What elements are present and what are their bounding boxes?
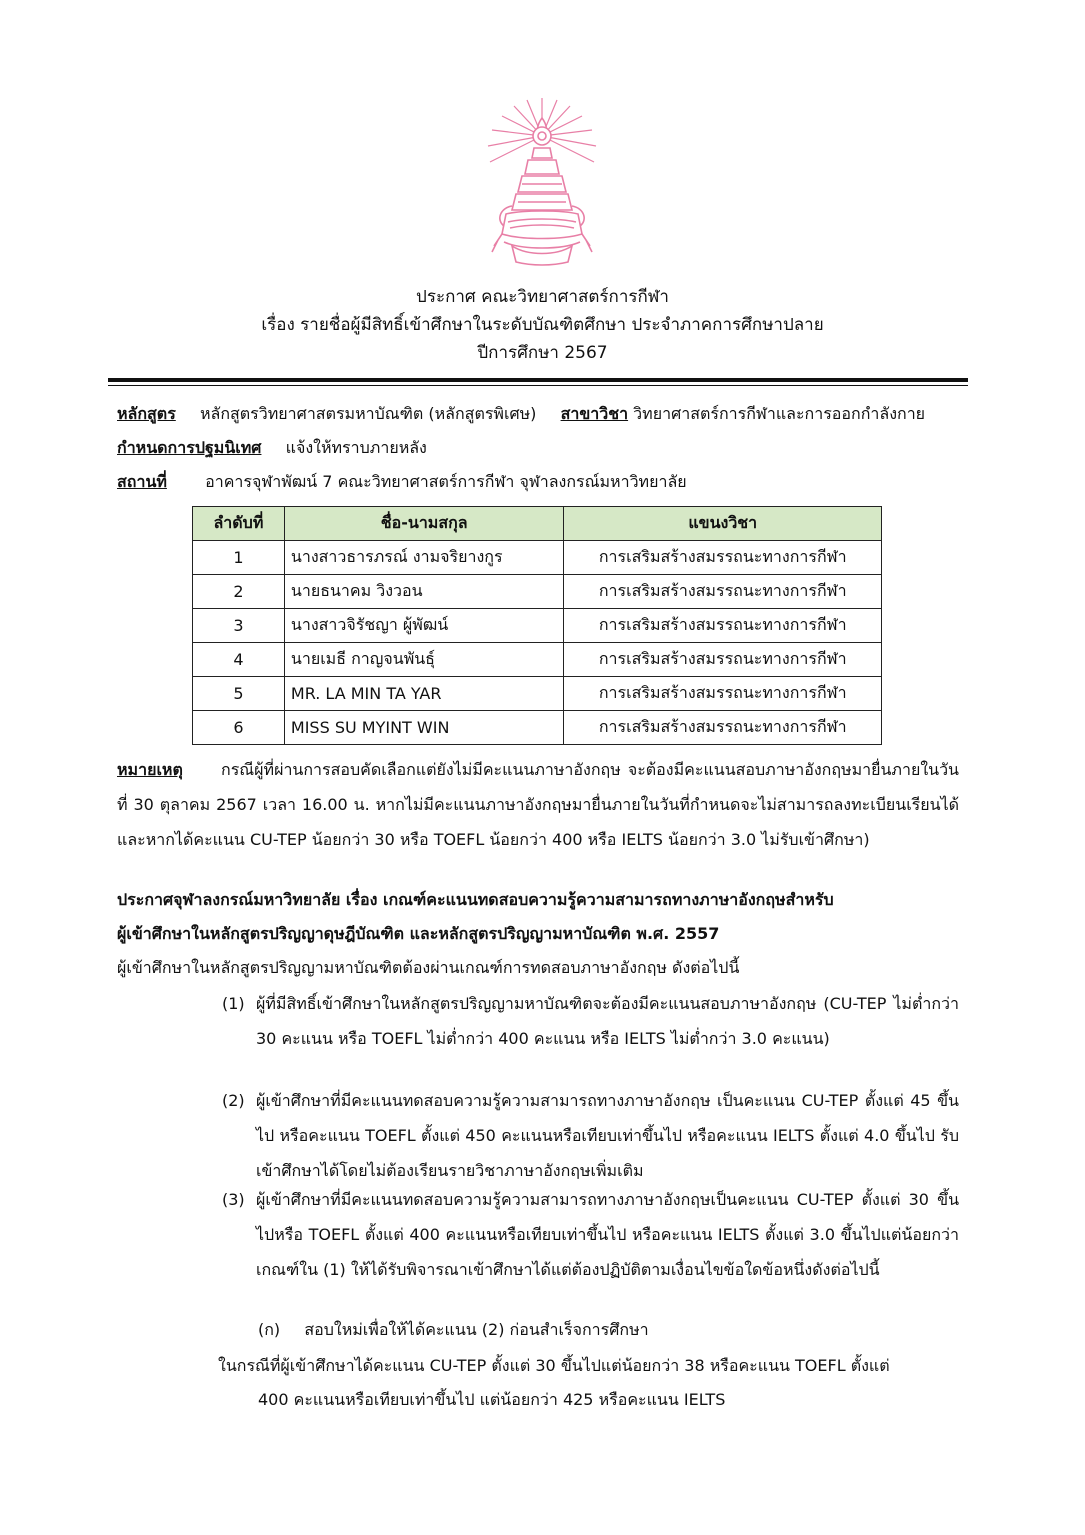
row-major: การเสริมสร้างสมรรถนะทางการกีฬา (564, 643, 882, 677)
row-order: 4 (193, 643, 285, 677)
remark-label: หมายเหตุ (117, 760, 183, 779)
row-name: MR. LA MIN TA YAR (284, 677, 564, 711)
column-header-order: ลำดับที่ (193, 507, 285, 541)
row-order: 5 (193, 677, 285, 711)
header-divider-thick (108, 378, 968, 382)
item-number: (2) (222, 1091, 245, 1110)
orientation-value: แจ้งให้ทราบภายหลัง (285, 438, 427, 457)
remark-paragraph (117, 752, 959, 857)
row-name: นายธนาคม วิงวอน (284, 575, 564, 609)
criteria-item-2 (222, 1083, 959, 1189)
item-text: ผู้ที่มีสิทธิ์เข้าศึกษาในหลักสูตรปริญญามหาบัณฑิตจะต้องมีคะแนนสอบภาษาอังกฤษ (CU-TEP ไม่ต่ำกว่า 30 คะแนน หรือ TOEFL ไม่ต่ำกว่า 400 คะแนน หรือ IELTS ไม่ต่ำกว่า 3.0 คะแนน) (256, 994, 959, 1048)
row-name: นางสาวจิรัชญา ผู้พัฒน์ (284, 609, 564, 643)
table-row (193, 711, 882, 745)
table-row (193, 609, 882, 643)
item-text: ผู้เข้าศึกษาที่มีคะแนนทดสอบความรู้ความสามารถทางภาษาอังกฤษ เป็นคะแนน CU-TEP ตั้งแต่ 45 ขึ้นไป หรือคะแนน TOEFL ตั้งแต่ 450 คะแนนหรือเทียบเท่าขึ้นไป หรือคะแนน IELTS ตั้งแต่ 4.0 ขึ้นไป รับเข้าศึกษาได้โดยไม่ต้องเรียนรายวิชาภาษาอังกฤษเพิ่มเติม (256, 1091, 959, 1180)
venue-value: อาคารจุฬาพัฒน์ 7 คณะวิทยาศาสตร์การกีฬา จุฬาลงกรณ์มหาวิทยาลัย (205, 472, 687, 491)
table-row (193, 541, 882, 575)
venue-label: สถานที่ (117, 472, 167, 491)
venue-line (117, 470, 687, 494)
column-header-name: ชื่อ-นามสกุล (284, 507, 564, 541)
row-name: นายเมธี กาญจนพันธุ์ (284, 643, 564, 677)
program-line (117, 402, 925, 426)
row-major: การเสริมสร้างสมรรถนะทางการกีฬา (564, 609, 882, 643)
criteria-title-line2: ผู้เข้าศึกษาในหลักสูตรปริญญาดุษฎีบัณฑิต และหลักสูตรปริญญามหาบัณฑิต พ.ศ. 2557 (117, 924, 720, 943)
item-number: (1) (222, 994, 245, 1013)
sub-item-number: (ก) (258, 1320, 281, 1339)
criteria-title-line1: ประกาศจุฬาลงกรณ์มหาวิทยาลัย เรื่อง เกณฑ์คะแนนทดสอบความรู้ความสามารถทางภาษาอังกฤษสำหรับ (117, 890, 834, 909)
row-order: 6 (193, 711, 285, 745)
program-label: หลักสูตร (117, 404, 176, 423)
chulalongkorn-seal-icon (482, 96, 602, 268)
item-text: ผู้เข้าศึกษาที่มีคะแนนทดสอบความรู้ความสามารถทางภาษาอังกฤษเป็นคะแนน CU-TEP ตั้งแต่ 30 ขึ้นไปหรือ TOEFL ตั้งแต่ 400 คะแนนหรือเทียบเท่าขึ้นไป หรือคะแนน IELTS ตั้งแต่ 3.0 ขึ้นไปแต่น้อยกว่าเกณฑ์ใน (1) ให้ได้รับพิจารณาเข้าศึกษาได้แต่ต้องปฏิบัติตามเงื่อนไขข้อใดข้อหนึ่งดังต่อไปนี้ (256, 1190, 959, 1279)
header-divider-thin (108, 385, 968, 386)
program-value: หลักสูตรวิทยาศาสตรมหาบัณฑิต (หลักสูตรพิเศษ) (199, 404, 537, 423)
row-name: นางสาวธารภรณ์ งามจริยางกูร (284, 541, 564, 575)
column-header-major: แขนงวิชา (564, 507, 882, 541)
criteria-intro: ผู้เข้าศึกษาในหลักสูตรปริญญามหาบัณฑิตต้องผ่านเกณฑ์การทดสอบภาษาอังกฤษ ดังต่อไปนี้ (117, 958, 740, 977)
row-major: การเสริมสร้างสมรรถนะทางการกีฬา (564, 575, 882, 609)
announcement-heading: ประกาศ คณะวิทยาศาสตร์การกีฬา (416, 287, 669, 307)
row-major: การเสริมสร้างสมรรถนะทางการกีฬา (564, 711, 882, 745)
sub-item-a (258, 1318, 649, 1342)
remark-text: กรณีผู้ที่ผ่านการสอบคัดเลือกแต่ยังไม่มีคะแนนภาษาอังกฤษ จะต้องมีคะแนนสอบภาษาอังกฤษมายื่นภายในวันที่ 30 ตุลาคม 2567 เวลา 16.00 น. หากไม่มีคะแนนภาษาอังกฤษมายื่นภายในวันที่กำหนดจะไม่สามารถลงทะเบียนเรียนได้ และหากได้คะแนน CU-TEP น้อยกว่า 30 หรือ TOEFL น้อยกว่า 400 หรือ IELTS น้อยกว่า 3.0 ไม่รับเข้าศึกษา) (117, 760, 959, 849)
table-row (193, 677, 882, 711)
orientation-label: กำหนดการปฐมนิเทศ (117, 438, 262, 457)
field-value: วิทยาศาสตร์การกีฬาและการออกกำลังกาย (633, 404, 926, 423)
admitted-students-table (192, 506, 882, 745)
item-number: (3) (222, 1190, 245, 1209)
table-row (193, 643, 882, 677)
criteria-item-3 (222, 1182, 959, 1324)
sub-item-text: สอบใหม่เพื่อให้ได้คะแนน (2) ก่อนสำเร็จการศึกษา (304, 1320, 649, 1339)
academic-year: ปีการศึกษา 2567 (477, 343, 608, 363)
case-line-2: 400 คะแนนหรือเทียบเท่าขึ้นไป แต่น้อยกว่า 425 หรือคะแนน IELTS (258, 1390, 726, 1409)
table-header-row (193, 507, 882, 541)
row-order: 3 (193, 609, 285, 643)
announcement-subject: เรื่อง รายชื่อผู้มีสิทธิ์เข้าศึกษาในระดับบัณฑิตศึกษา ประจำภาคการศึกษาปลาย (261, 315, 824, 335)
row-order: 1 (193, 541, 285, 575)
case-line-1: ในกรณีที่ผู้เข้าศึกษาได้คะแนน CU-TEP ตั้งแต่ 30 ขึ้นไปแต่น้อยกว่า 38 หรือคะแนน TOEFL ตั้งแต่ (218, 1356, 890, 1375)
row-name: MISS SU MYINT WIN (284, 711, 564, 745)
orientation-line (117, 436, 427, 460)
field-label: สาขาวิชา (560, 404, 629, 423)
row-major: การเสริมสร้างสมรรถนะทางการกีฬา (564, 677, 882, 711)
row-major: การเสริมสร้างสมรรถนะทางการกีฬา (564, 541, 882, 575)
criteria-item-1 (222, 986, 959, 1092)
table-row (193, 575, 882, 609)
row-order: 2 (193, 575, 285, 609)
